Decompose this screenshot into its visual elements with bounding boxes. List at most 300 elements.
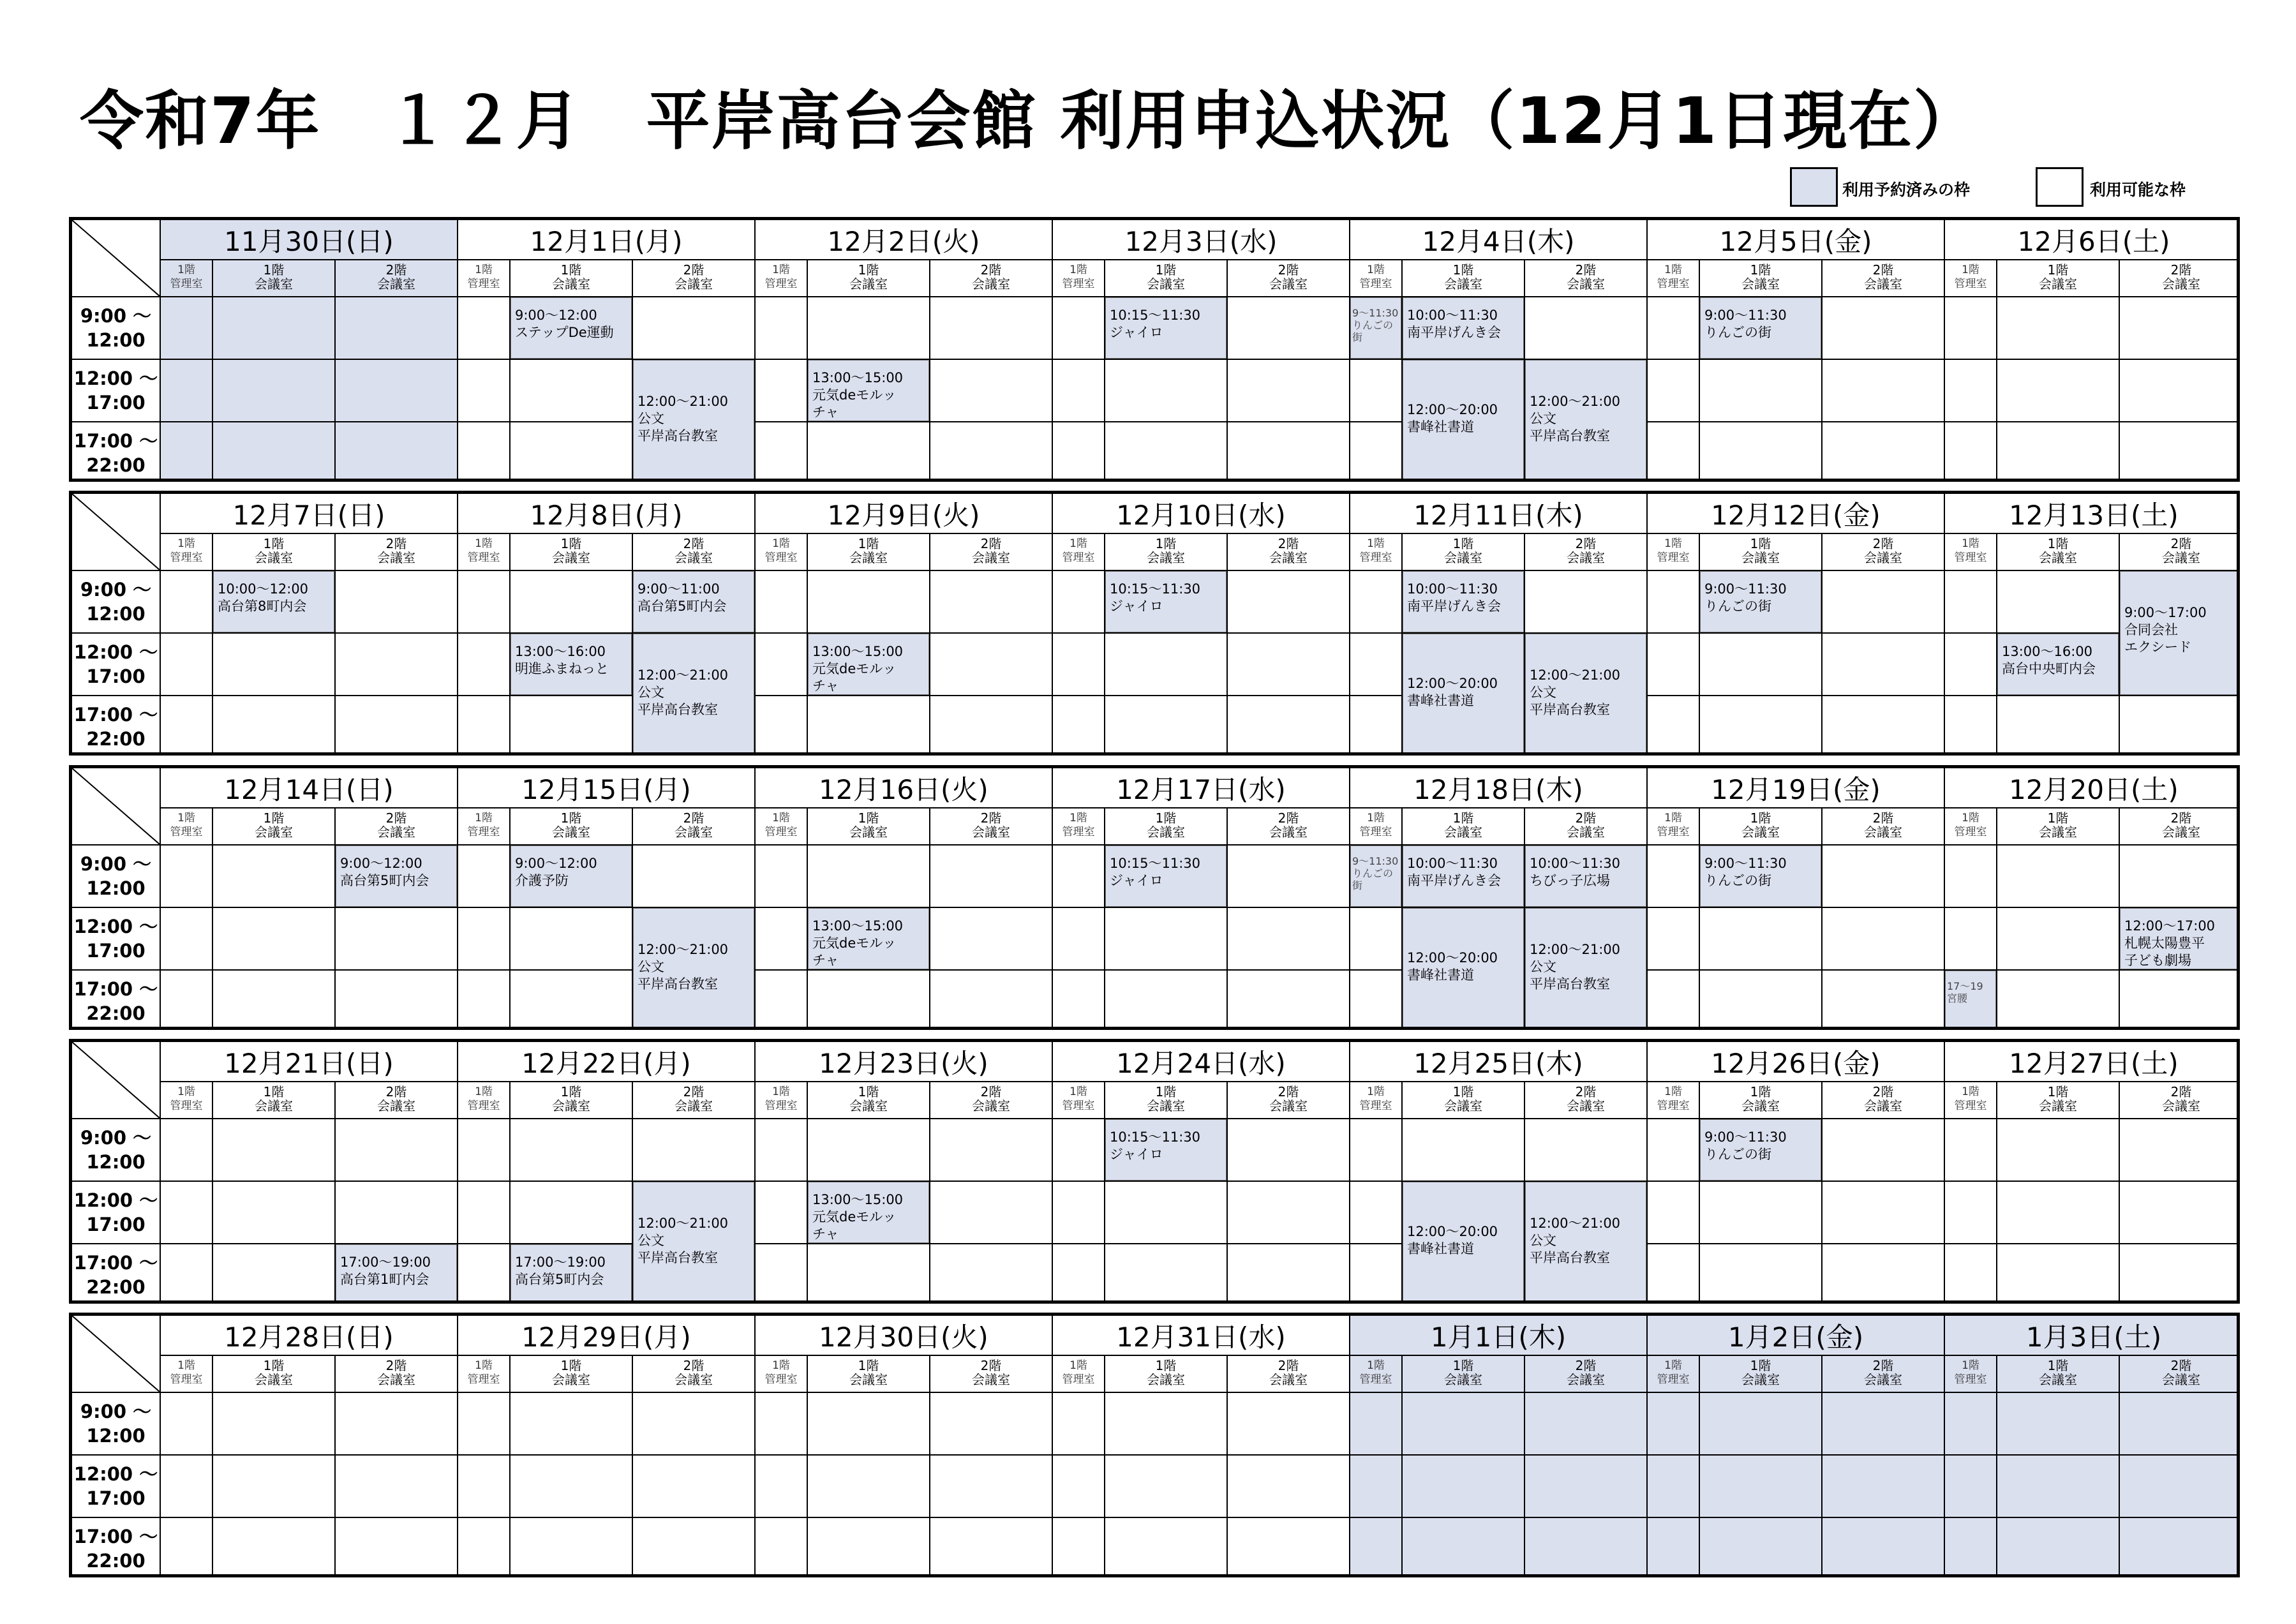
- slot-cell[interactable]: [1105, 1393, 1228, 1456]
- slot-cell[interactable]: [1997, 1244, 2120, 1304]
- slot-cell[interactable]: [2120, 1518, 2240, 1577]
- slot-cell[interactable]: [161, 571, 213, 634]
- slot-cell[interactable]: [930, 422, 1053, 482]
- slot-cell[interactable]: [1053, 971, 1105, 1030]
- reservation-block[interactable]: 10:00～11:30 ちびっ子広場: [1525, 846, 1646, 907]
- slot-cell[interactable]: [1648, 297, 1700, 360]
- slot-cell[interactable]: [458, 1518, 511, 1577]
- slot-cell[interactable]: [1228, 360, 1350, 422]
- slot-cell[interactable]: [930, 908, 1053, 971]
- slot-cell[interactable]: [1997, 1456, 2120, 1518]
- slot-cell[interactable]: [511, 971, 633, 1030]
- slot-cell[interactable]: [1700, 1393, 1823, 1456]
- slot-cell[interactable]: [1823, 846, 1945, 908]
- slot-cell[interactable]: [336, 1518, 458, 1577]
- reservation-block[interactable]: 10:00～12:00 高台第8町内会: [213, 571, 334, 632]
- slot-cell[interactable]: [336, 1456, 458, 1518]
- slot-cell[interactable]: [458, 297, 511, 360]
- slot-cell[interactable]: [2120, 1456, 2240, 1518]
- slot-cell[interactable]: [1648, 1119, 1700, 1182]
- reservation-block[interactable]: 9:00～11:30 りんごの街: [1700, 297, 1821, 359]
- slot-cell[interactable]: [756, 1393, 808, 1456]
- reservation-block[interactable]: 13:00～15:00 元気deモルッ チャ: [808, 360, 929, 421]
- slot-cell[interactable]: [1053, 634, 1105, 696]
- slot-cell[interactable]: [213, 360, 336, 422]
- slot-cell[interactable]: [213, 297, 336, 360]
- slot-cell[interactable]: [1648, 1244, 1700, 1304]
- slot-cell[interactable]: [1525, 297, 1648, 360]
- slot-cell[interactable]: [1053, 1182, 1105, 1244]
- slot-cell[interactable]: [633, 1393, 756, 1456]
- slot-cell[interactable]: [1700, 1456, 1823, 1518]
- slot-cell[interactable]: [1997, 571, 2120, 634]
- slot-cell[interactable]: [756, 422, 808, 482]
- reservation-block[interactable]: 9:00～11:00 高台第5町内会: [633, 571, 754, 632]
- reservation-block[interactable]: 12:00～21:00 公文 平岸高台教室: [1525, 360, 1646, 482]
- slot-cell[interactable]: [336, 1119, 458, 1182]
- slot-cell[interactable]: [161, 360, 213, 422]
- slot-cell[interactable]: [458, 634, 511, 696]
- slot-cell[interactable]: [161, 696, 213, 756]
- slot-cell[interactable]: [1053, 908, 1105, 971]
- slot-cell[interactable]: [1997, 971, 2120, 1030]
- slot-cell[interactable]: [336, 571, 458, 634]
- reservation-block[interactable]: 9:00～12:00 高台第5町内会: [336, 846, 457, 907]
- slot-cell[interactable]: [161, 422, 213, 482]
- slot-cell[interactable]: [756, 634, 808, 696]
- slot-cell[interactable]: [1945, 1518, 1997, 1577]
- slot-cell[interactable]: [1228, 1119, 1350, 1182]
- slot-cell[interactable]: [808, 1456, 930, 1518]
- slot-cell[interactable]: [458, 360, 511, 422]
- slot-cell[interactable]: [808, 571, 930, 634]
- slot-cell[interactable]: [756, 360, 808, 422]
- slot-cell[interactable]: [1228, 908, 1350, 971]
- slot-cell[interactable]: [511, 696, 633, 756]
- slot-cell[interactable]: [930, 696, 1053, 756]
- slot-cell[interactable]: [2120, 971, 2240, 1030]
- slot-cell[interactable]: [458, 1456, 511, 1518]
- slot-cell[interactable]: [1525, 1393, 1648, 1456]
- slot-cell[interactable]: [1648, 634, 1700, 696]
- reservation-block[interactable]: 13:00～15:00 元気deモルッ チャ: [808, 1182, 929, 1243]
- slot-cell[interactable]: [1053, 1518, 1105, 1577]
- slot-cell[interactable]: [1700, 634, 1823, 696]
- reservation-block[interactable]: 9:00～12:00 ステップDe運動: [511, 297, 632, 359]
- slot-cell[interactable]: [1997, 297, 2120, 360]
- slot-cell[interactable]: [930, 1393, 1053, 1456]
- slot-cell[interactable]: [1105, 360, 1228, 422]
- slot-cell[interactable]: [213, 1456, 336, 1518]
- slot-cell[interactable]: [756, 846, 808, 908]
- reservation-block[interactable]: 10:00～11:30 南平岸げんき会: [1403, 571, 1524, 632]
- slot-cell[interactable]: [336, 634, 458, 696]
- slot-cell[interactable]: [1997, 422, 2120, 482]
- reservation-block[interactable]: 9:00～11:30 りんごの街: [1700, 571, 1821, 632]
- slot-cell[interactable]: [213, 1518, 336, 1577]
- slot-cell[interactable]: [1105, 1182, 1228, 1244]
- reservation-block[interactable]: 13:00～16:00 高台中央町内会: [1997, 634, 2119, 695]
- reservation-block[interactable]: 10:15～11:30 ジャイロ: [1105, 571, 1226, 632]
- slot-cell[interactable]: [808, 1518, 930, 1577]
- slot-cell[interactable]: [808, 1393, 930, 1456]
- slot-cell[interactable]: [808, 1119, 930, 1182]
- slot-cell[interactable]: [808, 422, 930, 482]
- slot-cell[interactable]: [336, 908, 458, 971]
- slot-cell[interactable]: [1350, 1119, 1403, 1182]
- reservation-block[interactable]: 9:00～11:30 りんごの街: [1700, 1119, 1821, 1181]
- slot-cell[interactable]: [1105, 422, 1228, 482]
- slot-cell[interactable]: [511, 571, 633, 634]
- slot-cell[interactable]: [1648, 908, 1700, 971]
- slot-cell[interactable]: [1228, 571, 1350, 634]
- slot-cell[interactable]: [930, 297, 1053, 360]
- slot-cell[interactable]: [756, 971, 808, 1030]
- slot-cell[interactable]: [458, 971, 511, 1030]
- slot-cell[interactable]: [1945, 1456, 1997, 1518]
- slot-cell[interactable]: [1700, 908, 1823, 971]
- reservation-block[interactable]: 12:00～21:00 公文 平岸高台教室: [1525, 908, 1646, 1030]
- slot-cell[interactable]: [1053, 1456, 1105, 1518]
- slot-cell[interactable]: [1823, 1393, 1945, 1456]
- slot-cell[interactable]: [1228, 1393, 1350, 1456]
- slot-cell[interactable]: [161, 634, 213, 696]
- slot-cell[interactable]: [808, 846, 930, 908]
- slot-cell[interactable]: [2120, 1182, 2240, 1244]
- slot-cell[interactable]: [1350, 360, 1403, 422]
- slot-cell[interactable]: [213, 1393, 336, 1456]
- slot-cell[interactable]: [1228, 634, 1350, 696]
- slot-cell[interactable]: [1823, 634, 1945, 696]
- slot-cell[interactable]: [161, 1119, 213, 1182]
- slot-cell[interactable]: [1997, 1119, 2120, 1182]
- slot-cell[interactable]: [756, 1244, 808, 1304]
- slot-cell[interactable]: [161, 1244, 213, 1304]
- slot-cell[interactable]: [1105, 1244, 1228, 1304]
- slot-cell[interactable]: [1228, 1456, 1350, 1518]
- slot-cell[interactable]: [336, 1393, 458, 1456]
- slot-cell[interactable]: [808, 696, 930, 756]
- slot-cell[interactable]: [808, 297, 930, 360]
- slot-cell[interactable]: [1053, 846, 1105, 908]
- slot-cell[interactable]: [1945, 634, 1997, 696]
- slot-cell[interactable]: [1228, 1182, 1350, 1244]
- slot-cell[interactable]: [1350, 634, 1403, 696]
- slot-cell[interactable]: [1350, 571, 1403, 634]
- slot-cell[interactable]: [1525, 1518, 1648, 1577]
- slot-cell[interactable]: [1823, 422, 1945, 482]
- slot-cell[interactable]: [336, 1182, 458, 1244]
- slot-cell[interactable]: [1945, 571, 1997, 634]
- slot-cell[interactable]: [633, 1518, 756, 1577]
- slot-cell[interactable]: [1648, 1456, 1700, 1518]
- slot-cell[interactable]: [756, 1518, 808, 1577]
- reservation-block[interactable]: 13:00～15:00 元気deモルッ チャ: [808, 908, 929, 969]
- reservation-block[interactable]: 9～11:30 りんごの 街: [1350, 297, 1401, 359]
- slot-cell[interactable]: [2120, 1393, 2240, 1456]
- slot-cell[interactable]: [1823, 1244, 1945, 1304]
- slot-cell[interactable]: [1648, 571, 1700, 634]
- slot-cell[interactable]: [1823, 971, 1945, 1030]
- slot-cell[interactable]: [1350, 1456, 1403, 1518]
- slot-cell[interactable]: [161, 1182, 213, 1244]
- slot-cell[interactable]: [458, 1244, 511, 1304]
- slot-cell[interactable]: [1350, 696, 1403, 756]
- slot-cell[interactable]: [1997, 696, 2120, 756]
- slot-cell[interactable]: [756, 1119, 808, 1182]
- slot-cell[interactable]: [1350, 1182, 1403, 1244]
- slot-cell[interactable]: [511, 360, 633, 422]
- reservation-block[interactable]: 17:00～19:00 高台第5町内会: [511, 1244, 632, 1304]
- slot-cell[interactable]: [930, 1119, 1053, 1182]
- slot-cell[interactable]: [458, 846, 511, 908]
- slot-cell[interactable]: [458, 1119, 511, 1182]
- slot-cell[interactable]: [1700, 971, 1823, 1030]
- slot-cell[interactable]: [1823, 1456, 1945, 1518]
- slot-cell[interactable]: [930, 1182, 1053, 1244]
- slot-cell[interactable]: [511, 1456, 633, 1518]
- slot-cell[interactable]: [1648, 846, 1700, 908]
- slot-cell[interactable]: [1945, 1244, 1997, 1304]
- slot-cell[interactable]: [511, 1518, 633, 1577]
- slot-cell[interactable]: [1700, 1244, 1823, 1304]
- slot-cell[interactable]: [633, 1119, 756, 1182]
- slot-cell[interactable]: [1945, 422, 1997, 482]
- slot-cell[interactable]: [930, 360, 1053, 422]
- slot-cell[interactable]: [756, 571, 808, 634]
- slot-cell[interactable]: [1648, 360, 1700, 422]
- slot-cell[interactable]: [1648, 696, 1700, 756]
- reservation-block[interactable]: 13:00～15:00 元気deモルッ チャ: [808, 634, 929, 695]
- slot-cell[interactable]: [2120, 422, 2240, 482]
- reservation-block[interactable]: 12:00～21:00 公文 平岸高台教室: [1525, 1182, 1646, 1304]
- reservation-block[interactable]: 12:00～21:00 公文 平岸高台教室: [633, 1182, 754, 1304]
- slot-cell[interactable]: [930, 1518, 1053, 1577]
- slot-cell[interactable]: [1700, 1182, 1823, 1244]
- slot-cell[interactable]: [1997, 1393, 2120, 1456]
- slot-cell[interactable]: [1648, 1182, 1700, 1244]
- slot-cell[interactable]: [1228, 297, 1350, 360]
- slot-cell[interactable]: [458, 422, 511, 482]
- slot-cell[interactable]: [1403, 1518, 1525, 1577]
- slot-cell[interactable]: [1823, 1518, 1945, 1577]
- slot-cell[interactable]: [2120, 1244, 2240, 1304]
- slot-cell[interactable]: [808, 971, 930, 1030]
- slot-cell[interactable]: [633, 1456, 756, 1518]
- slot-cell[interactable]: [1105, 908, 1228, 971]
- slot-cell[interactable]: [1053, 1119, 1105, 1182]
- slot-cell[interactable]: [2120, 297, 2240, 360]
- reservation-block[interactable]: 13:00～16:00 明進ふまねっと: [511, 634, 632, 695]
- slot-cell[interactable]: [1228, 1518, 1350, 1577]
- slot-cell[interactable]: [161, 1393, 213, 1456]
- slot-cell[interactable]: [633, 297, 756, 360]
- reservation-block[interactable]: 12:00～20:00 書峰社書道: [1403, 908, 1524, 1030]
- slot-cell[interactable]: [2120, 360, 2240, 422]
- slot-cell[interactable]: [930, 846, 1053, 908]
- slot-cell[interactable]: [1350, 1518, 1403, 1577]
- slot-cell[interactable]: [213, 971, 336, 1030]
- reservation-block[interactable]: 12:00～20:00 書峰社書道: [1403, 1182, 1524, 1304]
- reservation-block[interactable]: 10:00～11:30 南平岸げんき会: [1403, 297, 1524, 359]
- reservation-block[interactable]: 9:00～17:00 合同会社 エクシード: [2120, 571, 2240, 695]
- slot-cell[interactable]: [1350, 971, 1403, 1030]
- slot-cell[interactable]: [1053, 422, 1105, 482]
- slot-cell[interactable]: [1823, 297, 1945, 360]
- slot-cell[interactable]: [1823, 360, 1945, 422]
- slot-cell[interactable]: [1105, 971, 1228, 1030]
- slot-cell[interactable]: [1945, 1182, 1997, 1244]
- slot-cell[interactable]: [1403, 1456, 1525, 1518]
- slot-cell[interactable]: [1700, 1518, 1823, 1577]
- slot-cell[interactable]: [1997, 1182, 2120, 1244]
- slot-cell[interactable]: [1403, 1119, 1525, 1182]
- slot-cell[interactable]: [511, 1393, 633, 1456]
- slot-cell[interactable]: [1945, 297, 1997, 360]
- slot-cell[interactable]: [458, 1182, 511, 1244]
- slot-cell[interactable]: [1997, 846, 2120, 908]
- reservation-block[interactable]: 12:00～21:00 公文 平岸高台教室: [633, 634, 754, 756]
- slot-cell[interactable]: [213, 1244, 336, 1304]
- slot-cell[interactable]: [213, 696, 336, 756]
- slot-cell[interactable]: [930, 634, 1053, 696]
- slot-cell[interactable]: [1945, 846, 1997, 908]
- slot-cell[interactable]: [1997, 1518, 2120, 1577]
- reservation-block[interactable]: 12:00～20:00 書峰社書道: [1403, 360, 1524, 482]
- slot-cell[interactable]: [458, 696, 511, 756]
- reservation-block[interactable]: 12:00～21:00 公文 平岸高台教室: [633, 360, 754, 482]
- slot-cell[interactable]: [213, 846, 336, 908]
- slot-cell[interactable]: [161, 908, 213, 971]
- slot-cell[interactable]: [1700, 422, 1823, 482]
- slot-cell[interactable]: [161, 297, 213, 360]
- slot-cell[interactable]: [1228, 422, 1350, 482]
- slot-cell[interactable]: [1945, 908, 1997, 971]
- slot-cell[interactable]: [213, 908, 336, 971]
- slot-cell[interactable]: [2120, 696, 2240, 756]
- slot-cell[interactable]: [1823, 908, 1945, 971]
- slot-cell[interactable]: [213, 1182, 336, 1244]
- slot-cell[interactable]: [213, 422, 336, 482]
- slot-cell[interactable]: [1823, 696, 1945, 756]
- slot-cell[interactable]: [1997, 360, 2120, 422]
- slot-cell[interactable]: [1403, 1393, 1525, 1456]
- slot-cell[interactable]: [2120, 1119, 2240, 1182]
- reservation-block[interactable]: 12:00～17:00 札幌太陽豊平 子ども劇場: [2120, 908, 2240, 969]
- slot-cell[interactable]: [1053, 1244, 1105, 1304]
- slot-cell[interactable]: [808, 1244, 930, 1304]
- slot-cell[interactable]: [1823, 1119, 1945, 1182]
- reservation-block[interactable]: 9～11:30 りんごの 街: [1350, 846, 1401, 907]
- slot-cell[interactable]: [756, 908, 808, 971]
- slot-cell[interactable]: [756, 1182, 808, 1244]
- slot-cell[interactable]: [1105, 1518, 1228, 1577]
- reservation-block[interactable]: 17:00～19:00 高台第1町内会: [336, 1244, 457, 1304]
- reservation-block[interactable]: 10:15～11:30 ジャイロ: [1105, 1119, 1226, 1181]
- slot-cell[interactable]: [930, 1244, 1053, 1304]
- slot-cell[interactable]: [756, 297, 808, 360]
- slot-cell[interactable]: [1228, 696, 1350, 756]
- slot-cell[interactable]: [1228, 971, 1350, 1030]
- slot-cell[interactable]: [161, 846, 213, 908]
- reservation-block[interactable]: 9:00～12:00 介護予防: [511, 846, 632, 907]
- slot-cell[interactable]: [1700, 360, 1823, 422]
- slot-cell[interactable]: [1350, 1393, 1403, 1456]
- slot-cell[interactable]: [458, 908, 511, 971]
- slot-cell[interactable]: [1945, 696, 1997, 756]
- reservation-block[interactable]: 12:00～21:00 公文 平岸高台教室: [1525, 634, 1646, 756]
- slot-cell[interactable]: [1525, 1119, 1648, 1182]
- slot-cell[interactable]: [633, 846, 756, 908]
- slot-cell[interactable]: [511, 1119, 633, 1182]
- slot-cell[interactable]: [161, 1518, 213, 1577]
- slot-cell[interactable]: [511, 908, 633, 971]
- slot-cell[interactable]: [161, 971, 213, 1030]
- slot-cell[interactable]: [1525, 1456, 1648, 1518]
- slot-cell[interactable]: [756, 696, 808, 756]
- slot-cell[interactable]: [213, 1119, 336, 1182]
- slot-cell[interactable]: [1105, 634, 1228, 696]
- slot-cell[interactable]: [1105, 1456, 1228, 1518]
- slot-cell[interactable]: [1945, 1393, 1997, 1456]
- slot-cell[interactable]: [1648, 1393, 1700, 1456]
- slot-cell[interactable]: [1228, 846, 1350, 908]
- slot-cell[interactable]: [511, 1182, 633, 1244]
- reservation-block[interactable]: 10:00～11:30 南平岸げんき会: [1403, 846, 1524, 907]
- slot-cell[interactable]: [1648, 1518, 1700, 1577]
- slot-cell[interactable]: [1350, 1244, 1403, 1304]
- slot-cell[interactable]: [1525, 571, 1648, 634]
- slot-cell[interactable]: [1700, 696, 1823, 756]
- slot-cell[interactable]: [1823, 1182, 1945, 1244]
- slot-cell[interactable]: [458, 571, 511, 634]
- slot-cell[interactable]: [1648, 971, 1700, 1030]
- slot-cell[interactable]: [1228, 1244, 1350, 1304]
- slot-cell[interactable]: [1945, 1119, 1997, 1182]
- slot-cell[interactable]: [1648, 422, 1700, 482]
- slot-cell[interactable]: [161, 1456, 213, 1518]
- slot-cell[interactable]: [930, 1456, 1053, 1518]
- slot-cell[interactable]: [930, 971, 1053, 1030]
- slot-cell[interactable]: [1053, 360, 1105, 422]
- slot-cell[interactable]: [1053, 297, 1105, 360]
- slot-cell[interactable]: [1053, 571, 1105, 634]
- slot-cell[interactable]: [1350, 422, 1403, 482]
- reservation-block[interactable]: 12:00～21:00 公文 平岸高台教室: [633, 908, 754, 1030]
- slot-cell[interactable]: [930, 571, 1053, 634]
- slot-cell[interactable]: [511, 422, 633, 482]
- slot-cell[interactable]: [1823, 571, 1945, 634]
- slot-cell[interactable]: [336, 360, 458, 422]
- reservation-block[interactable]: 12:00～20:00 書峰社書道: [1403, 634, 1524, 756]
- slot-cell[interactable]: [1053, 696, 1105, 756]
- reservation-block[interactable]: 10:15～11:30 ジャイロ: [1105, 297, 1226, 359]
- reservation-block[interactable]: 17～19 宮腰: [1945, 971, 1996, 1030]
- slot-cell[interactable]: [756, 1456, 808, 1518]
- slot-cell[interactable]: [1945, 360, 1997, 422]
- reservation-block[interactable]: 9:00～11:30 りんごの街: [1700, 846, 1821, 907]
- reservation-block[interactable]: 10:15～11:30 ジャイロ: [1105, 846, 1226, 907]
- slot-cell[interactable]: [458, 1393, 511, 1456]
- slot-cell[interactable]: [1997, 908, 2120, 971]
- slot-cell[interactable]: [336, 696, 458, 756]
- slot-cell[interactable]: [336, 971, 458, 1030]
- slot-cell[interactable]: [1053, 1393, 1105, 1456]
- slot-cell[interactable]: [1105, 696, 1228, 756]
- slot-cell[interactable]: [1350, 908, 1403, 971]
- slot-cell[interactable]: [336, 422, 458, 482]
- slot-cell[interactable]: [213, 634, 336, 696]
